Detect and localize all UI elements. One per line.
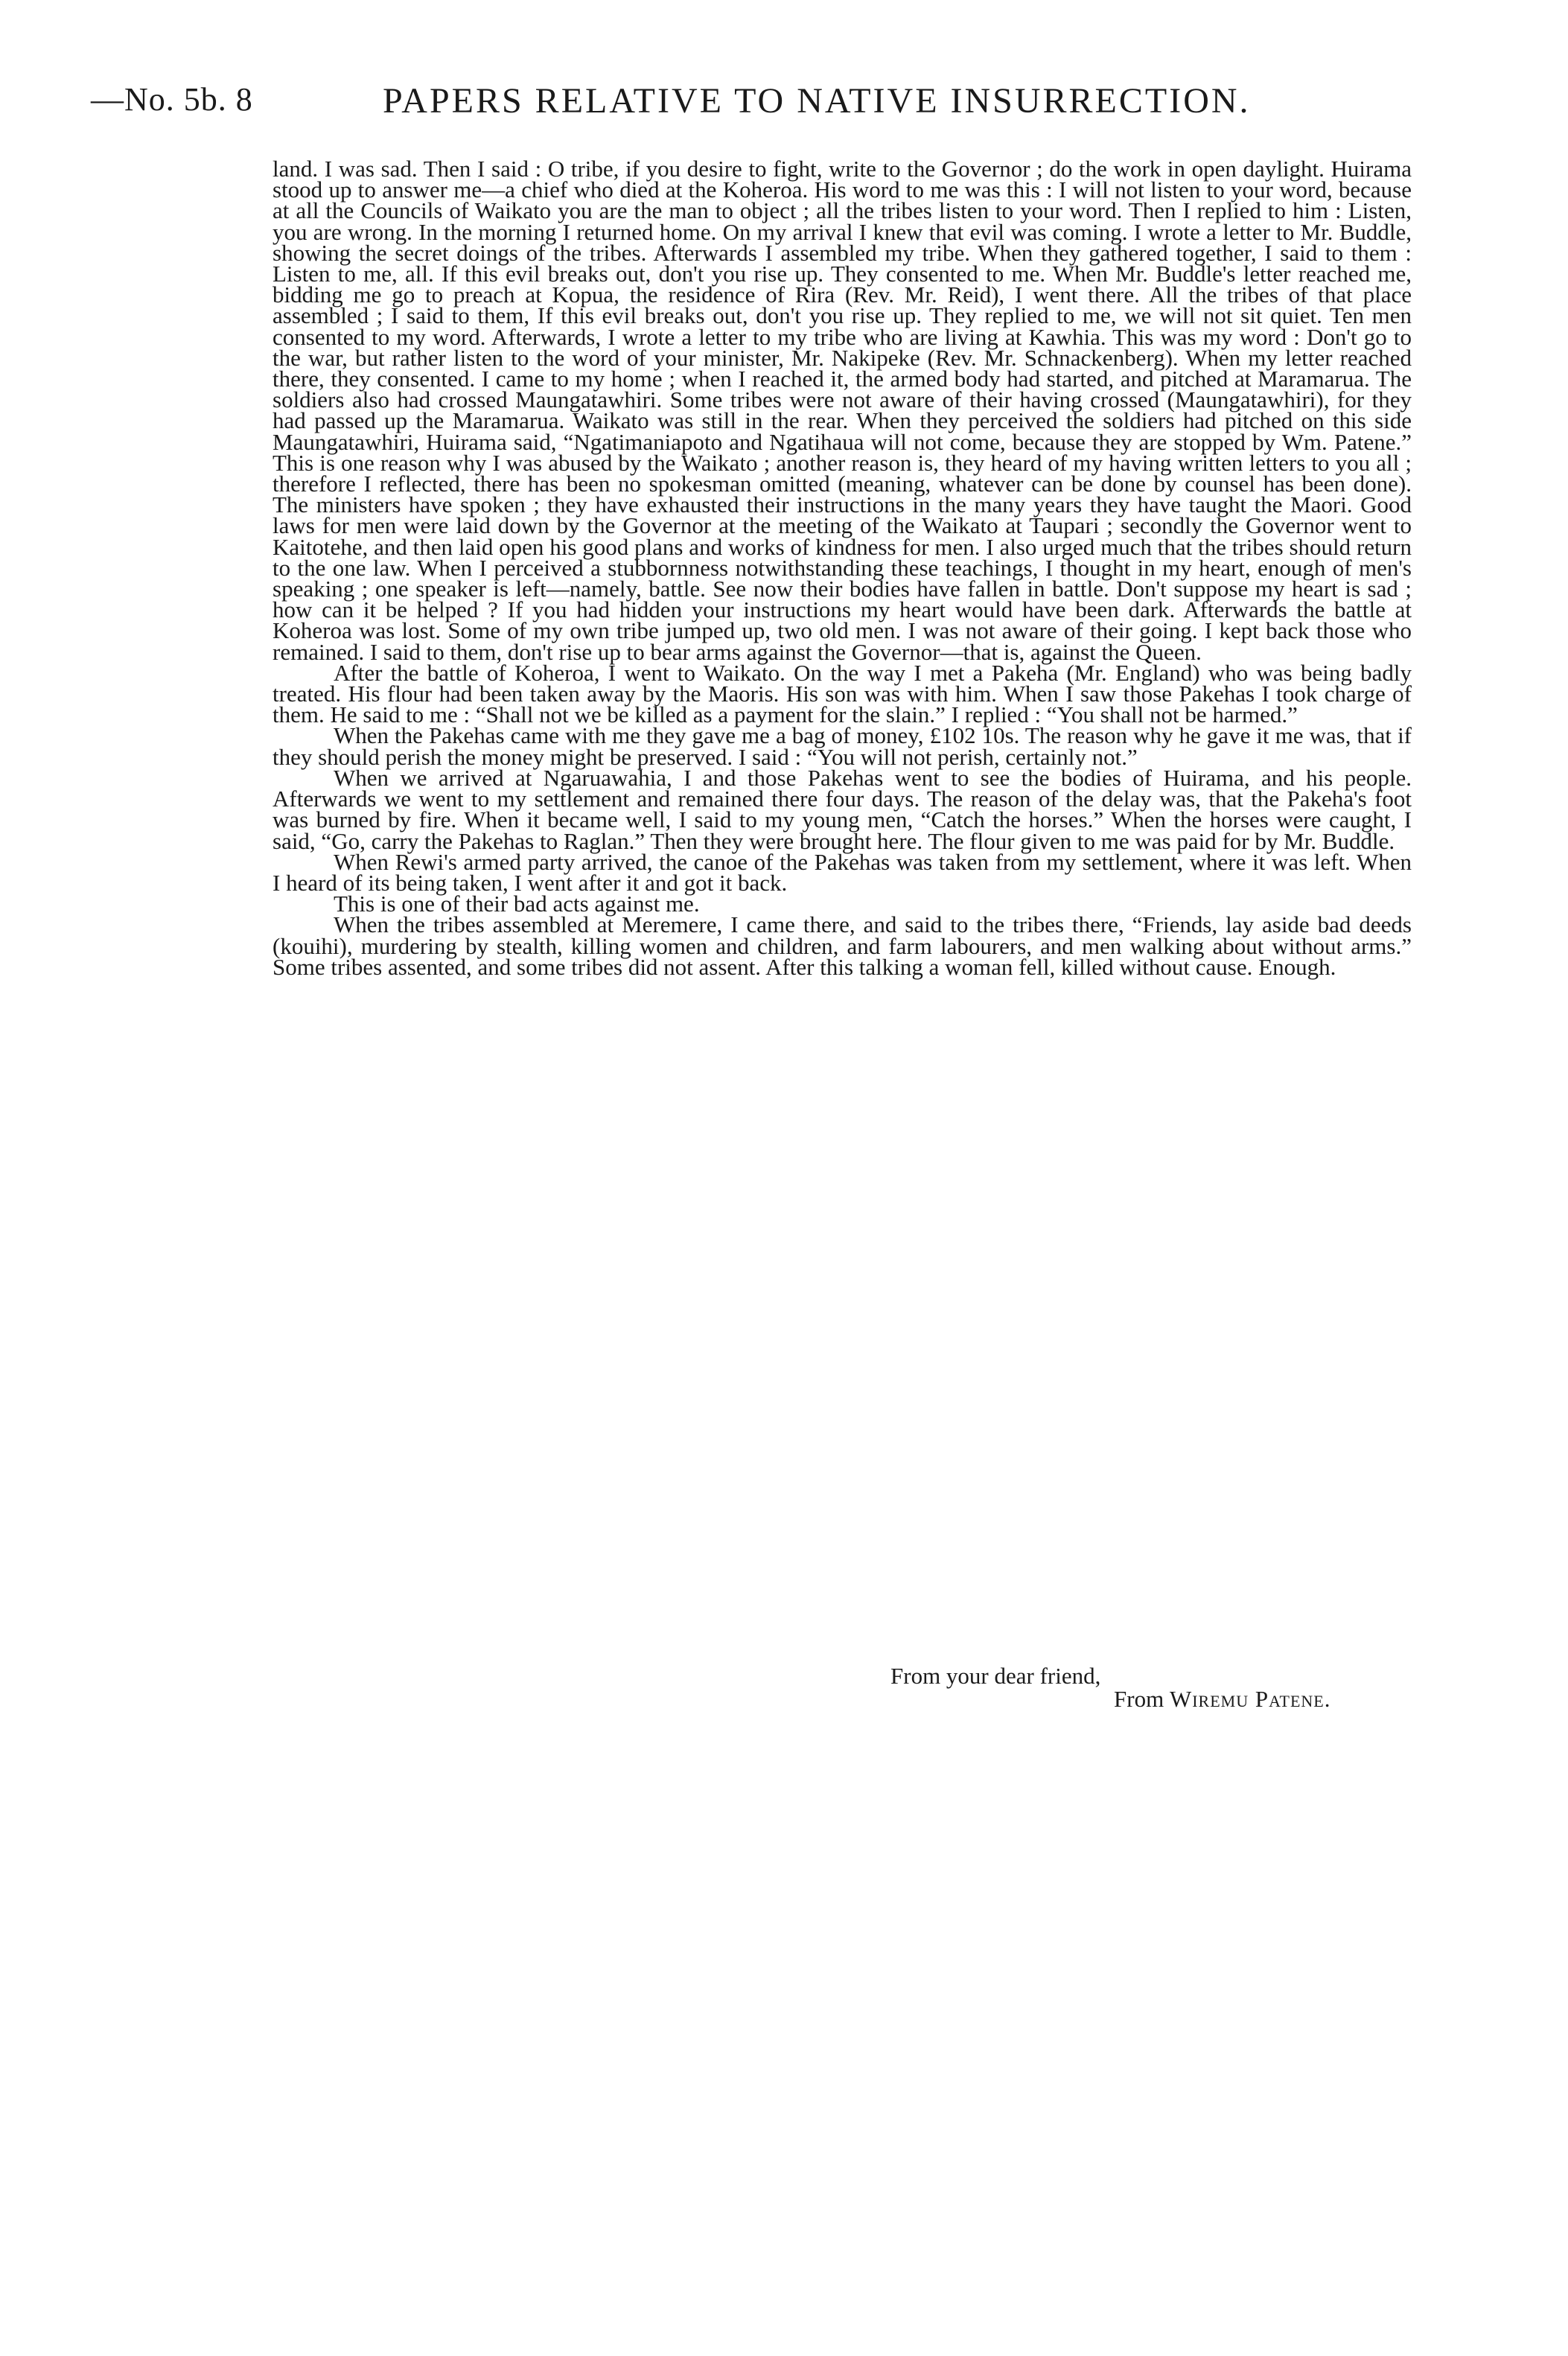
page-title: PAPERS RELATIVE TO NATIVE INSURRECTION. — [383, 81, 1251, 121]
paragraph: When Rewi's armed party arrived, the canoe of the Pakehas was taken from my settlement, where it was left. When I heard of its being taken, I went after it and got it back. — [273, 848, 1412, 896]
paragraph-continuation: land. I was sad. Then I said : O tribe, if you desire to fight, write to the Governor ; do the work in open daylight. Huirama stood up to answer me—a chief who died at the Koheroa. His word to me was this : I will not listen to your word, because at all the Councils of Waikato you are the man to object ; all the tribes listen to your word. Then I replied to him : Listen, you are wrong. In the morning I returned home. On my arrival I knew that evil was coming. I wrote a letter to Mr. Buddle, showing the secret doings of the tribes. Afterwards I assembled my tribe. When they gathered together, I said to them : Listen to me, all. If this evil breaks out, don't you rise up. They consented to me. When Mr. Buddle's letter reached me, bidding me go to preach at Kopua, the residence of Rira (Rev. Mr. Reid), I went there. All the tribes of that place assembled ; I said to them, If this evil breaks out, don't you rise up. They replied to me, we will not sit quiet. Ten men consented to my word. Afterwards, I wrote a letter to my tribe who are living at Kawhia. This was my word : Don't go to the war, but rather listen to the word of your minister, Mr. Nakipeke (Rev. Mr. Schnackenberg). When my letter reached there, they consented. I came to my home ; when I reached it, the armed body had started, and pitched at Maramarua. The soldiers also had crossed Maungatawhiri. Some tribes were not aware of their having crossed (Maungatawhiri), for they had passed up the Maramarua. Waikato was still in the rear. When they perceived the soldiers had pitched on this side Maungatawhiri, Huirama said, “Ngatimaniapoto and Ngatihaua will not come, because they are stopped by Wm. Patene.” This is one reason why I was abused by the Waikato ; another reason is, they heard of my having written letters to you all ; therefore I reflected, there has been no spokesman omitted (meaning, whatever can be done by counsel has been done). The ministers have spoken ; they have exhausted their instructions in the many years they have taught the Maori. Good laws for men were laid down by the Governor at the meeting of the Waikato at Taupari ; secondly the Governor went to Kaitotehe, and then laid open his good plans and works of kindness for men. I also urged much that the tribes should return to the one law. When I perceived a stubbornness notwithstanding these teachings, I thought in my heart, enough of men's speaking ; one speaker is left—namely, battle. See now their bodies have fallen in battle. Don't suppose my heart is sad ; how can it be helped ? If you had hidden your instructions my heart would have been dark. Afterwards the battle at Koheroa was lost. Some of my own tribe jumped up, two old men. I was not aware of their going. I kept back those who remained. I said to them, don't rise up to bear arms against the Governor—that is, against the Queen. — [273, 156, 1412, 665]
letter-body — [273, 156, 1412, 980]
page-header — [91, 80, 1401, 125]
paragraph: When the tribes assembled at Meremere, I came there, and said to the tribes there, “Friends, lay aside bad deeds (kouihi), murdering by stealth, killing women and children, and farm labourers, and men walking about without arms.” Some tribes assented, and some tribes did not assent. After this talking a woman fell, killed without cause. Enough. — [273, 911, 1412, 980]
letter-signature — [1114, 1686, 1331, 1712]
paragraph: This is one of their bad acts against me. — [334, 891, 700, 917]
paragraph: After the battle of Koheroa, I went to Waikato. On the way I met a Pakeha (Mr. England) who was being badly treated. His flour had been taken away by the Maoris. His son was with him. When I saw those Pakehas I took charge of them. He said to me : “Shall not we be killed as a payment for the slain.” I replied : “You shall not be harmed.” — [273, 659, 1412, 728]
signature-prefix: From — [1114, 1686, 1164, 1712]
paragraph: When the Pakehas came with me they gave me a bag of money, £102 10s. The reason why he gave it me was, that if they should perish the money might be preserved. I said : “You will not perish, certainly not.” — [273, 722, 1412, 770]
signature-name: Wiremu Patene. — [1169, 1686, 1331, 1712]
page-reference: —No. 5b. 8 — [91, 81, 253, 118]
paragraph: When we arrived at Ngaruawahia, I and those Pakehas went to see the bodies of Huirama, and his people. Afterwards we went to my settlement and remained there four days. The reason of the delay was, that the Pakeha's foot was burned by fire. When it became well, I said to my young men, “Catch the horses.” When the horses were caught, I said, “Go, carry the Pakehas to Raglan.” Then they were brought here. The flour given to me was paid for by Mr. Buddle. — [273, 764, 1412, 854]
letter-closing: From your dear friend, — [890, 1663, 1101, 1689]
